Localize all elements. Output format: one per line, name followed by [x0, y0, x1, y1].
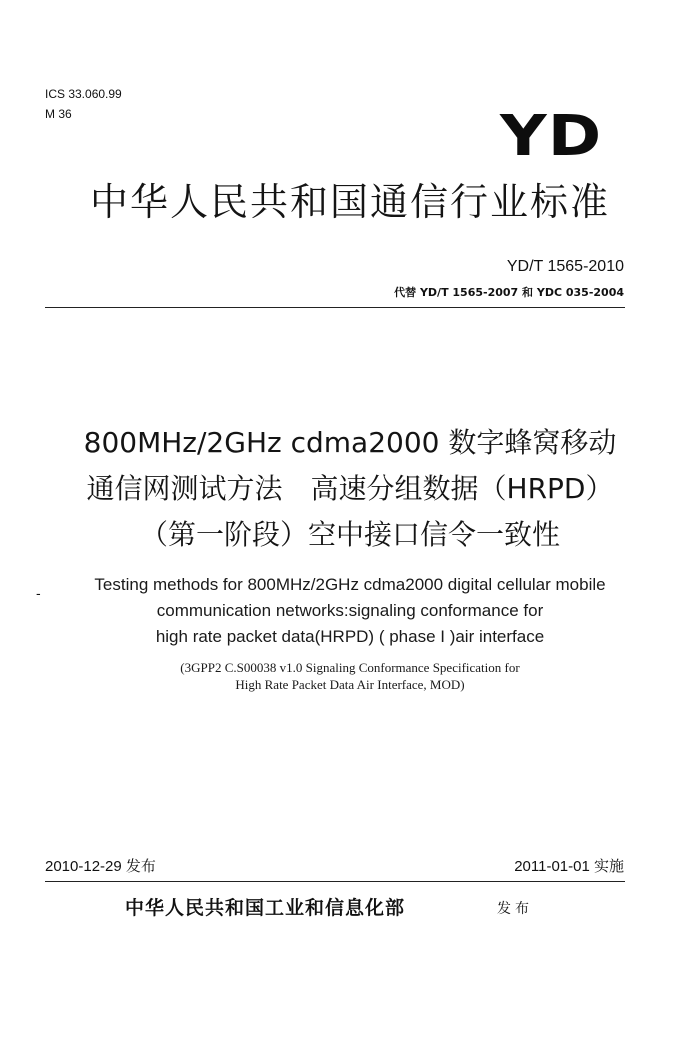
replaces-note: 代替 YD/T 1565-2007 和 YDC 035-2004	[394, 286, 624, 299]
equivalence-note	[0, 659, 700, 693]
chinese-title-line-2: 通信网测试方法 高速分组数据（HRPD）	[86, 472, 614, 505]
english-title-line-1: Testing methods for 800MHz/2GHz cdma2000 digital cellular mobile	[94, 575, 606, 594]
standard-title: 中华人民共和国通信行业标准	[89, 180, 610, 224]
chinese-title-line-3: （第一阶段）空中接口信令一致性	[139, 518, 560, 551]
stray-mark: -	[36, 585, 41, 601]
standard-number: YD/T 1565-2010	[506, 258, 624, 275]
chinese-title	[0, 420, 700, 558]
english-title	[0, 572, 700, 650]
ics-code: ICS 33.060.99	[45, 87, 122, 101]
english-title-line-2: communication networks:signaling conformance for	[156, 601, 544, 620]
equivalence-line-1: (3GPP2 C.S00038 v1.0 Signaling Conformance Specification for	[180, 660, 520, 675]
yd-logo: YD	[500, 104, 603, 169]
issuing-authority: 中华人民共和国工业和信息化部	[125, 897, 406, 919]
footer-divider	[45, 881, 625, 882]
english-title-line-3: high rate packet data(HRPD) ( phase I )air interface	[155, 627, 545, 646]
chinese-title-line-1: 800MHz/2GHz cdma2000 数字蜂窝移动	[83, 426, 617, 459]
ccs-code: M 36	[45, 107, 72, 121]
issued-label: 发布	[497, 901, 533, 917]
issue-date: 2010-12-29 发布	[45, 858, 156, 875]
equivalence-line-2: High Rate Packet Data Air Interface, MOD)	[235, 677, 465, 692]
header-divider	[45, 307, 625, 308]
implementation-date: 2011-01-01 实施	[514, 858, 624, 875]
